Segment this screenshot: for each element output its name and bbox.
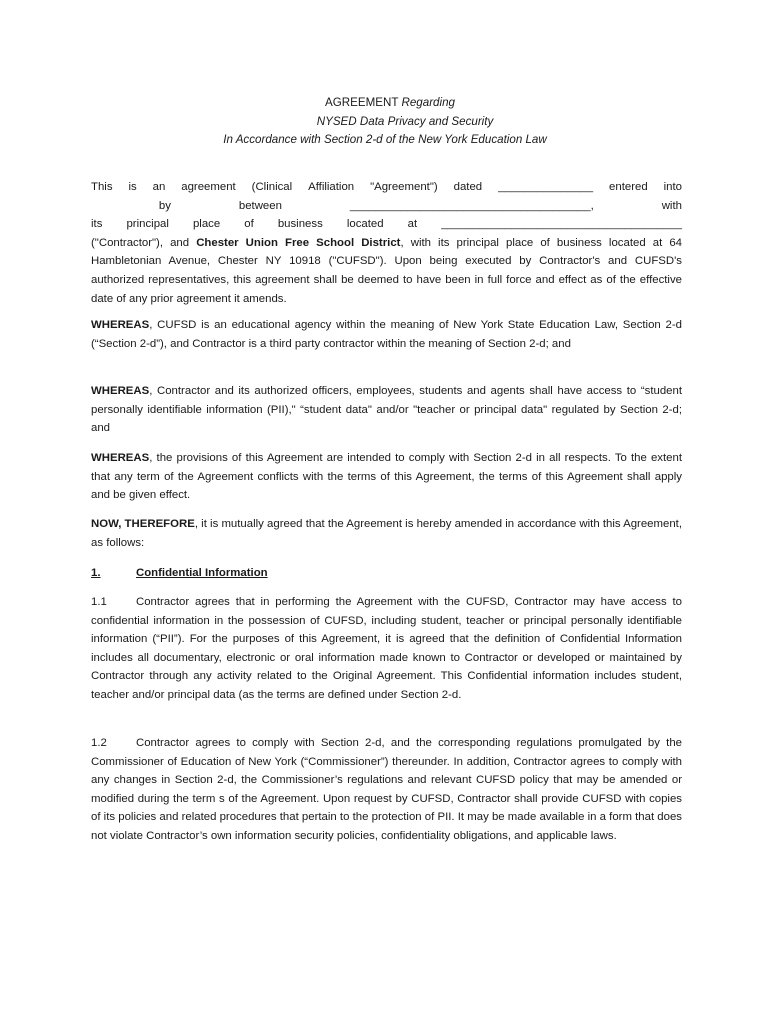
document-title	[0, 94, 770, 150]
clause-number: 1.1	[91, 596, 107, 608]
intro-line-2: by between ______________________________________, with	[91, 197, 682, 216]
intro-paragraph	[91, 178, 682, 308]
section-1-heading	[91, 564, 682, 583]
date-blank: _______________	[498, 181, 594, 193]
address-blank: ______________________________________	[441, 218, 682, 231]
intro-rest: ("Contractor"), and Chester Union Free School District, with its principal place of business located at 64 Hambletonian Avenue, Chester NY 10918 ("CUFSD"). Upon being executed by Contractor's and CUFSD's authorized representatives, this agreement shall be deemed to have been in full force and effect as of the effective date of any prior agreement it amends.	[91, 236, 682, 305]
clause-1-2: 1.2 Contractor agrees to comply with Section 2-d, and the corresponding regulations promulgated by the Commissioner of Education of New York (“Commissioner”) thereunder. In addition, Contractor agrees to comply with any changes in Section 2-d, the Commissioner’s regulations and relevant CUFSD policy that may be amended or modified during the term s of the Agreement. Upon request by CUFSD, Contractor shall provide CUFSD with copies of its policies and related procedures that pertain to the protection of PII. It may be made available in a form that does not violate Contractor’s own information security policies, confidentiality obligations, and applicable laws.	[91, 734, 682, 846]
whereas-paragraph-1: WHEREAS, CUFSD is an educational agency within the meaning of New York State Education Law, Section 2-d (“Section 2-d”), and Contractor is a third party contractor within the meaning of Section 2-d; and	[91, 319, 682, 350]
section-title: Confidential Information	[136, 567, 268, 579]
clause-1-1: 1.1 Contractor agrees that in performing the Agreement with the CUFSD, Contractor may have access to confidential information in the possession of CUFSD, including student, teacher or principal personally identifiable information (“PII”). For the purposes of this Agreement, it is agreed that the definition of Confidential Information includes all documentary, electronic or oral information made known to Contractor or developed or maintained by Contractor through any activity related to the Original Agreement. This Confidential information includes student, teacher and/or principal data (as the terms are defined under Section 2-d.	[91, 593, 682, 705]
whereas-paragraph-3: WHEREAS, the provisions of this Agreement are intended to comply with Section 2-d in all respects. To the extent that any term of the Agreement conflicts with the terms of this Agreement, the terms of this Agreement shall apply and be given effect.	[91, 452, 682, 502]
intro-line-1: This is an agreement (Clinical Affiliation "Agreement") dated _______________ entered into	[91, 178, 682, 197]
now-therefore-paragraph: NOW, THEREFORE, it is mutually agreed that the Agreement is hereby amended in accordance with this Agreement, as follows:	[91, 518, 682, 549]
clause-number: 1.2	[91, 737, 107, 749]
title-line-3: In Accordance with Section 2-d of the New York Education Law	[223, 133, 547, 146]
party-blank: ______________________________________,	[349, 199, 594, 212]
section-number: 1.	[91, 567, 101, 579]
whereas-paragraph-2: WHEREAS, Contractor and its authorized officers, employees, students and agents shall have access to “student personally identifiable information (PII)," “student data" and/or "teacher or principal data" regulated by Section 2-d; and	[91, 385, 682, 435]
intro-line-3: its principal place of business located at ______________________________________	[91, 215, 682, 234]
title-line-2: NYSED Data Privacy and Security	[316, 114, 494, 128]
title-line-1: AGREEMENT Regarding	[325, 96, 455, 109]
district-name: Chester Union Free School District	[196, 236, 401, 249]
